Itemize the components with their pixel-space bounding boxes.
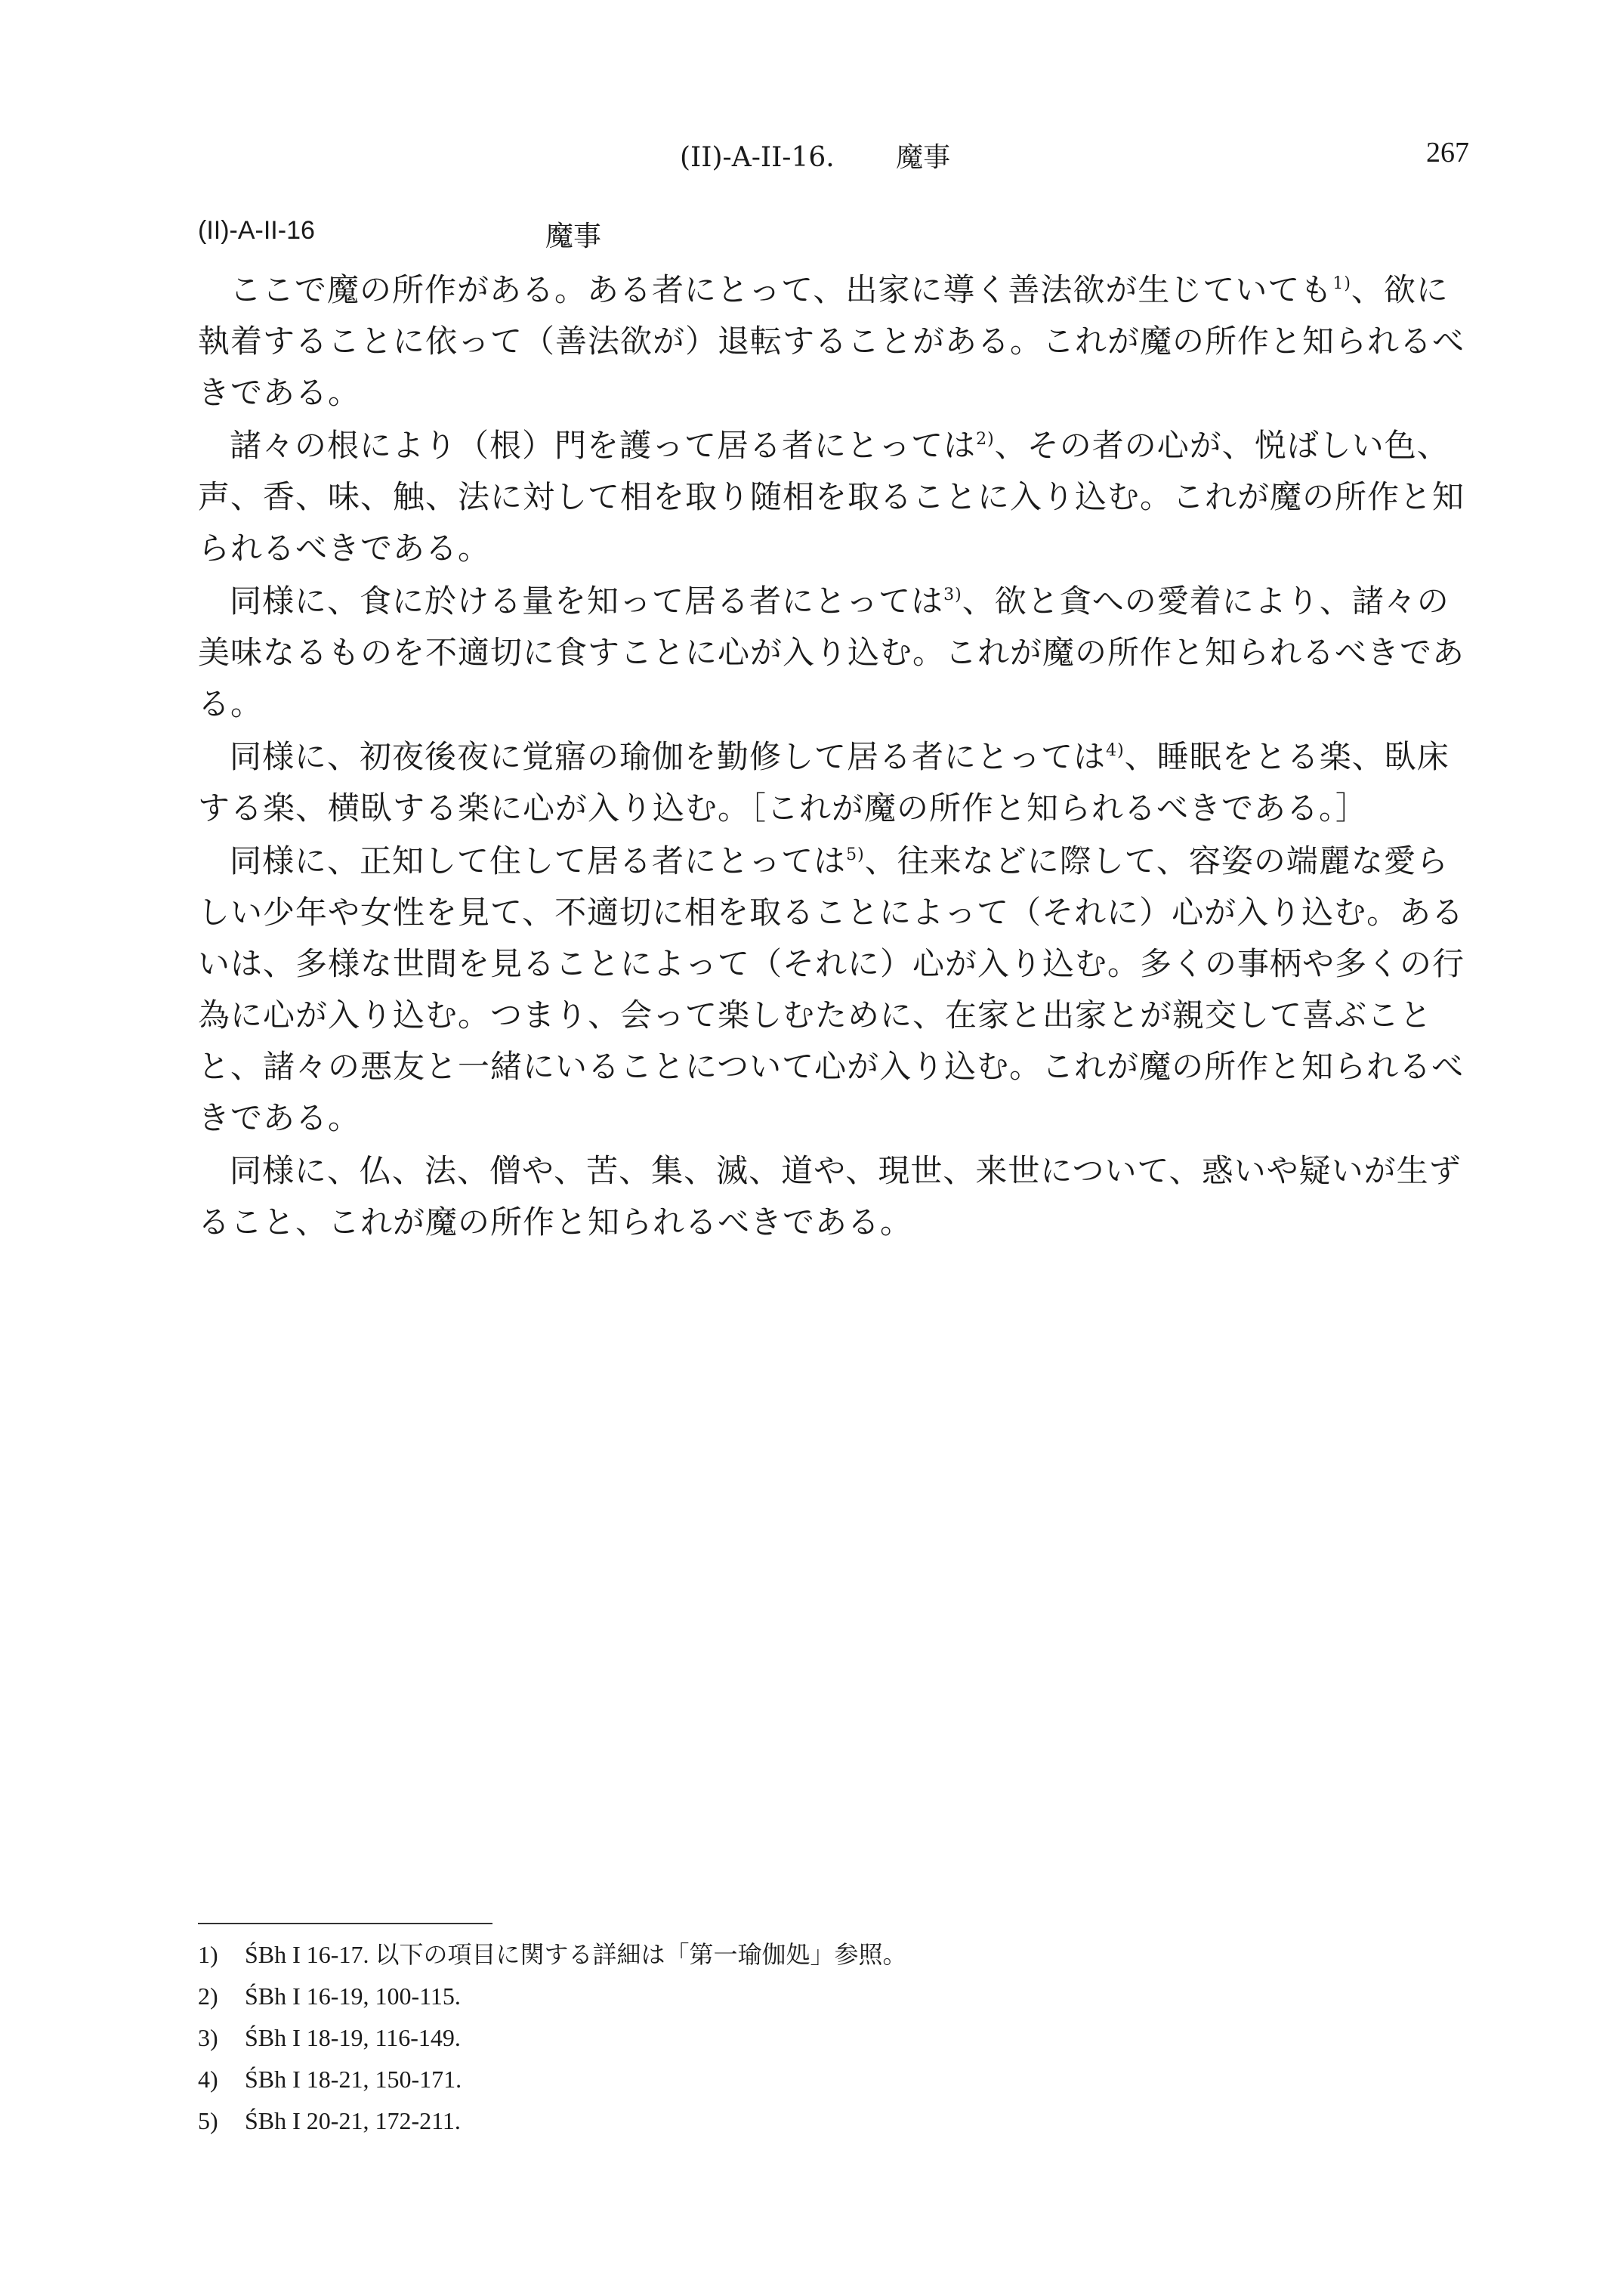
- footnote-item: [198, 2100, 1467, 2142]
- footnote-number: 3): [198, 2024, 218, 2051]
- footnote-item: [198, 1934, 1467, 1976]
- footnote-text: ŚBh I 16-17. 以下の項目に関する詳細は「第一瑜伽処」参照。: [245, 1941, 907, 1968]
- footnote-ref[interactable]: 3): [943, 586, 962, 604]
- footnote-item: [198, 2059, 1467, 2100]
- paragraph: 同様に、仏、法、僧や、苦、集、滅、道や、現世、来世について、惑いや疑いが生ずること、これが魔の所作と知られるべきである。: [198, 1152, 1462, 1241]
- footnote-text: ŚBh I 18-21, 150-171.: [245, 2066, 462, 2093]
- footnote-text: ŚBh I 20-21, 172-211.: [245, 2107, 461, 2134]
- section-id: (II)-A-II-16: [198, 216, 315, 245]
- paragraph: 同様に、食に於ける量を知って居る者にとっては$^{3)}$、欲と貪への愛着により、諸々の美味なるものを不適切に食すことに心が入り込む。これが魔の所作と知られるべきである。: [198, 582, 1465, 722]
- footnote-number: 1): [198, 1941, 218, 1968]
- footnote-number: 4): [198, 2066, 218, 2093]
- footnote-ref[interactable]: 5): [846, 845, 865, 864]
- paragraph: ここで魔の所作がある。ある者にとって、出家に導く善法欲が生じていても$^{1)}$、欲に執着することに依って（善法欲が）退転することがある。これが魔の所作と知られるべきである。: [198, 271, 1465, 411]
- running-header-title: 魔事: [896, 142, 951, 173]
- footnote-ref[interactable]: 2): [976, 430, 995, 449]
- footnote-item: [198, 2017, 1467, 2059]
- footnote-number: 2): [198, 1982, 218, 2010]
- running-header-section-ref: (II)-A-II-16.: [680, 142, 835, 173]
- footnote-item: [198, 1976, 1467, 2017]
- section-heading: [198, 213, 601, 252]
- footnote-number: 5): [198, 2107, 218, 2134]
- footnote-text: ŚBh I 16-19, 100-115.: [245, 1982, 461, 2010]
- page-number: 267: [1426, 137, 1469, 168]
- paragraph: 同様に、初夜後夜に覚寤の瑜伽を勤修して居る者にとっては$^{4)}$、睡眠をとる楽、臥床する楽、横臥する楽に心が入り込む。［これが魔の所作と知られるべきである。］: [198, 738, 1450, 827]
- paragraph: 諸々の根により（根）門を護って居る者にとっては$^{2)}$、その者の心が、悦ばしい色、声、香、味、触、法に対して相を取り随相を取ることに入り込む。これが魔の所作と知られるべきである。: [198, 427, 1465, 567]
- footnote-divider: [198, 1923, 492, 1924]
- footnotes: [198, 1934, 1467, 2142]
- footnote-text: ŚBh I 18-19, 116-149.: [245, 2024, 461, 2051]
- section-title: 魔事: [545, 220, 601, 252]
- body-text: [198, 264, 1467, 1250]
- paragraph: 同様に、正知して住して居る者にとっては$^{5)}$、往来などに際して、容姿の端麗な愛らしい少年や女性を見て、不適切に相を取ることによって（それに）心が入り込む。あるいは、多様な世間を見ることによって（それに）心が入り込む。多くの事柄や多くの行為に心が入り込む。つまり、会って楽しむために、在家と出家とが親交して喜ぶことと、諸々の悪友と一緒にいることについて心が入り込む。これが魔の所作と知られるべきである。: [198, 842, 1465, 1136]
- running-header: [680, 136, 950, 175]
- footnote-ref[interactable]: 1): [1332, 274, 1351, 293]
- footnote-ref[interactable]: 4): [1106, 741, 1125, 760]
